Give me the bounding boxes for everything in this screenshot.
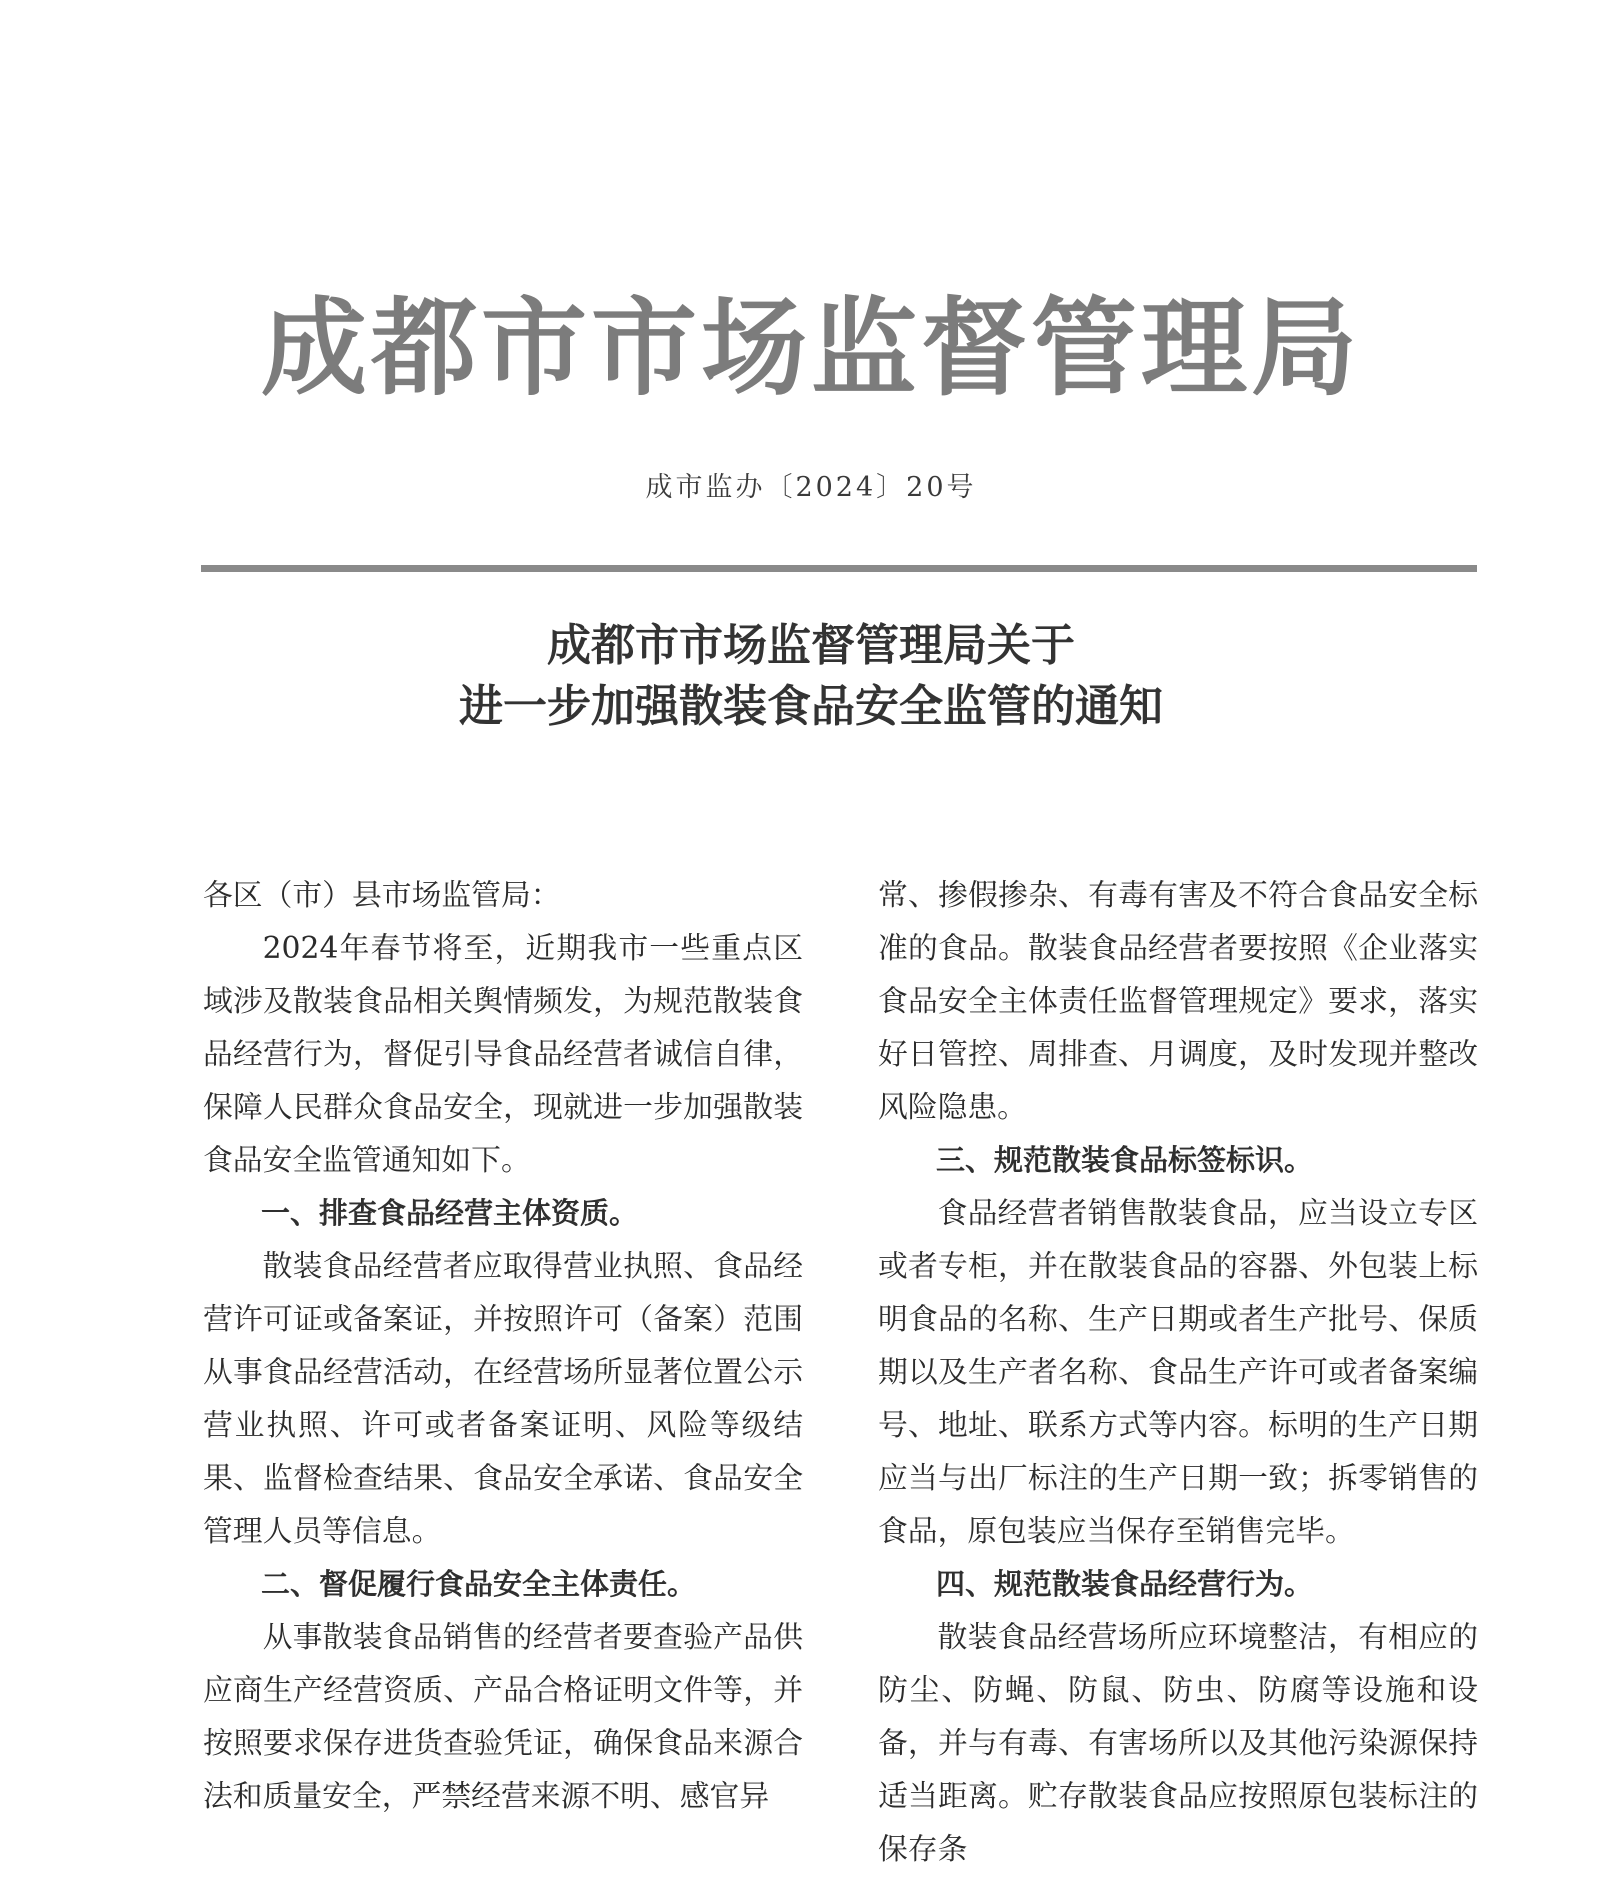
section-2-paragraph-part-1: 从事散装食品销售的经营者要查验产品供应商生产经营资质、产品合格证明文件等，并按照要求保存进货查验凭证，确保食品来源合法和质量安全，严禁经营来源不明、感官异	[203, 1620, 803, 1814]
header-divider	[201, 565, 1477, 572]
section-2-paragraph-part-2: 常、掺假掺杂、有毒有害及不符合食品安全标准的食品。散装食品经营者要按照《企业落实食品安全主体责任监督管理规定》要求，落实好日管控、周排查、月调度，及时发现并整改风险隐患。	[878, 878, 1478, 1125]
right-column	[878, 869, 1478, 1876]
section-4-paragraph: 散装食品经营场所应环境整洁，有相应的防尘、防蝇、防鼠、防虫、防腐等设施和设备，并与有毒、有害场所以及其他污染源保持适当距离。贮存散装食品应按照原包装标注的保存条	[878, 1620, 1478, 1867]
notice-title-line-2: 进一步加强散装食品安全监管的通知	[459, 681, 1163, 732]
agency-masthead: 成都市市场监督管理局	[261, 285, 1361, 410]
section-3-heading: 三、规范散装食品标签标识。	[936, 1143, 1314, 1177]
document-number: 成市监办〔2024〕20号	[645, 472, 977, 503]
intro-paragraph: 2024年春节将至，近期我市一些重点区域涉及散装食品相关舆情频发，为规范散装食品经营行为，督促引导食品经营者诚信自律，保障人民群众食品安全，现就进一步加强散装食品安全监管通知如下。	[203, 931, 803, 1178]
section-1-paragraph: 散装食品经营者应取得营业执照、食品经营许可证或备案证，并按照许可（备案）范围从事食品经营活动，在经营场所显著位置公示营业执照、许可或者备案证明、风险等级结果、监督检查结果、食品安全承诺、食品安全管理人员等信息。	[203, 1249, 803, 1549]
notice-title-line-1: 成都市市场监督管理局关于	[547, 620, 1075, 671]
salutation: 各区（市）县市场监管局：	[203, 878, 561, 913]
section-2-heading: 二、督促履行食品安全主体责任。	[261, 1567, 697, 1601]
section-4-heading: 四、规范散装食品经营行为。	[936, 1567, 1314, 1601]
left-column	[203, 869, 803, 1823]
section-1-heading: 一、排查食品经营主体资质。	[261, 1196, 639, 1230]
section-3-paragraph: 食品经营者销售散装食品，应当设立专区或者专柜，并在散装食品的容器、外包装上标明食品的名称、生产日期或者生产批号、保质期以及生产者名称、食品生产许可或者备案编号、地址、联系方式等内容。标明的生产日期应当与出厂标注的生产日期一致；拆零销售的食品，原包装应当保存至销售完毕。	[878, 1196, 1478, 1549]
